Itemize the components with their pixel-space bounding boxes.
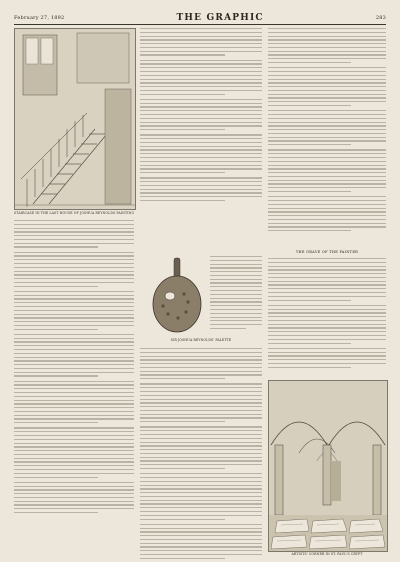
publication-title: THE GRAPHIC [176, 13, 264, 23]
page-number: 283 [375, 15, 386, 21]
palette-drawing [148, 256, 206, 334]
staircase-drawing [15, 29, 135, 209]
masthead-rule [14, 24, 386, 25]
middle-column-text-bottom [140, 348, 262, 562]
right-column-text-top [268, 28, 386, 234]
left-column [14, 28, 134, 545]
masthead [14, 12, 386, 24]
crypt-drawing [269, 381, 387, 551]
section-heading: THE GRAVE OF THE PAINTER [295, 250, 359, 254]
right-column-text-mid [268, 258, 386, 370]
staircase-caption: STAIRCASE IN THE LAST HOUSE OF JOSHUA REYNOLDS PAINTING [14, 211, 135, 215]
middle-column-text-beside-palette [210, 256, 262, 332]
crypt-illustration [268, 380, 388, 552]
middle-column-text-top [140, 28, 262, 204]
right-column [268, 28, 386, 556]
palette-caption: SIR JOSHUA REYNOLDS' PALETTE [170, 338, 232, 342]
issue-date: February 27, 1892 [14, 15, 65, 21]
staircase-illustration [14, 28, 136, 210]
crypt-caption: ARTISTS' CORNER IN ST. PAUL'S CRYPT [291, 552, 363, 556]
palette-illustration [148, 256, 206, 334]
middle-column [140, 28, 262, 545]
left-column-text [14, 220, 134, 516]
